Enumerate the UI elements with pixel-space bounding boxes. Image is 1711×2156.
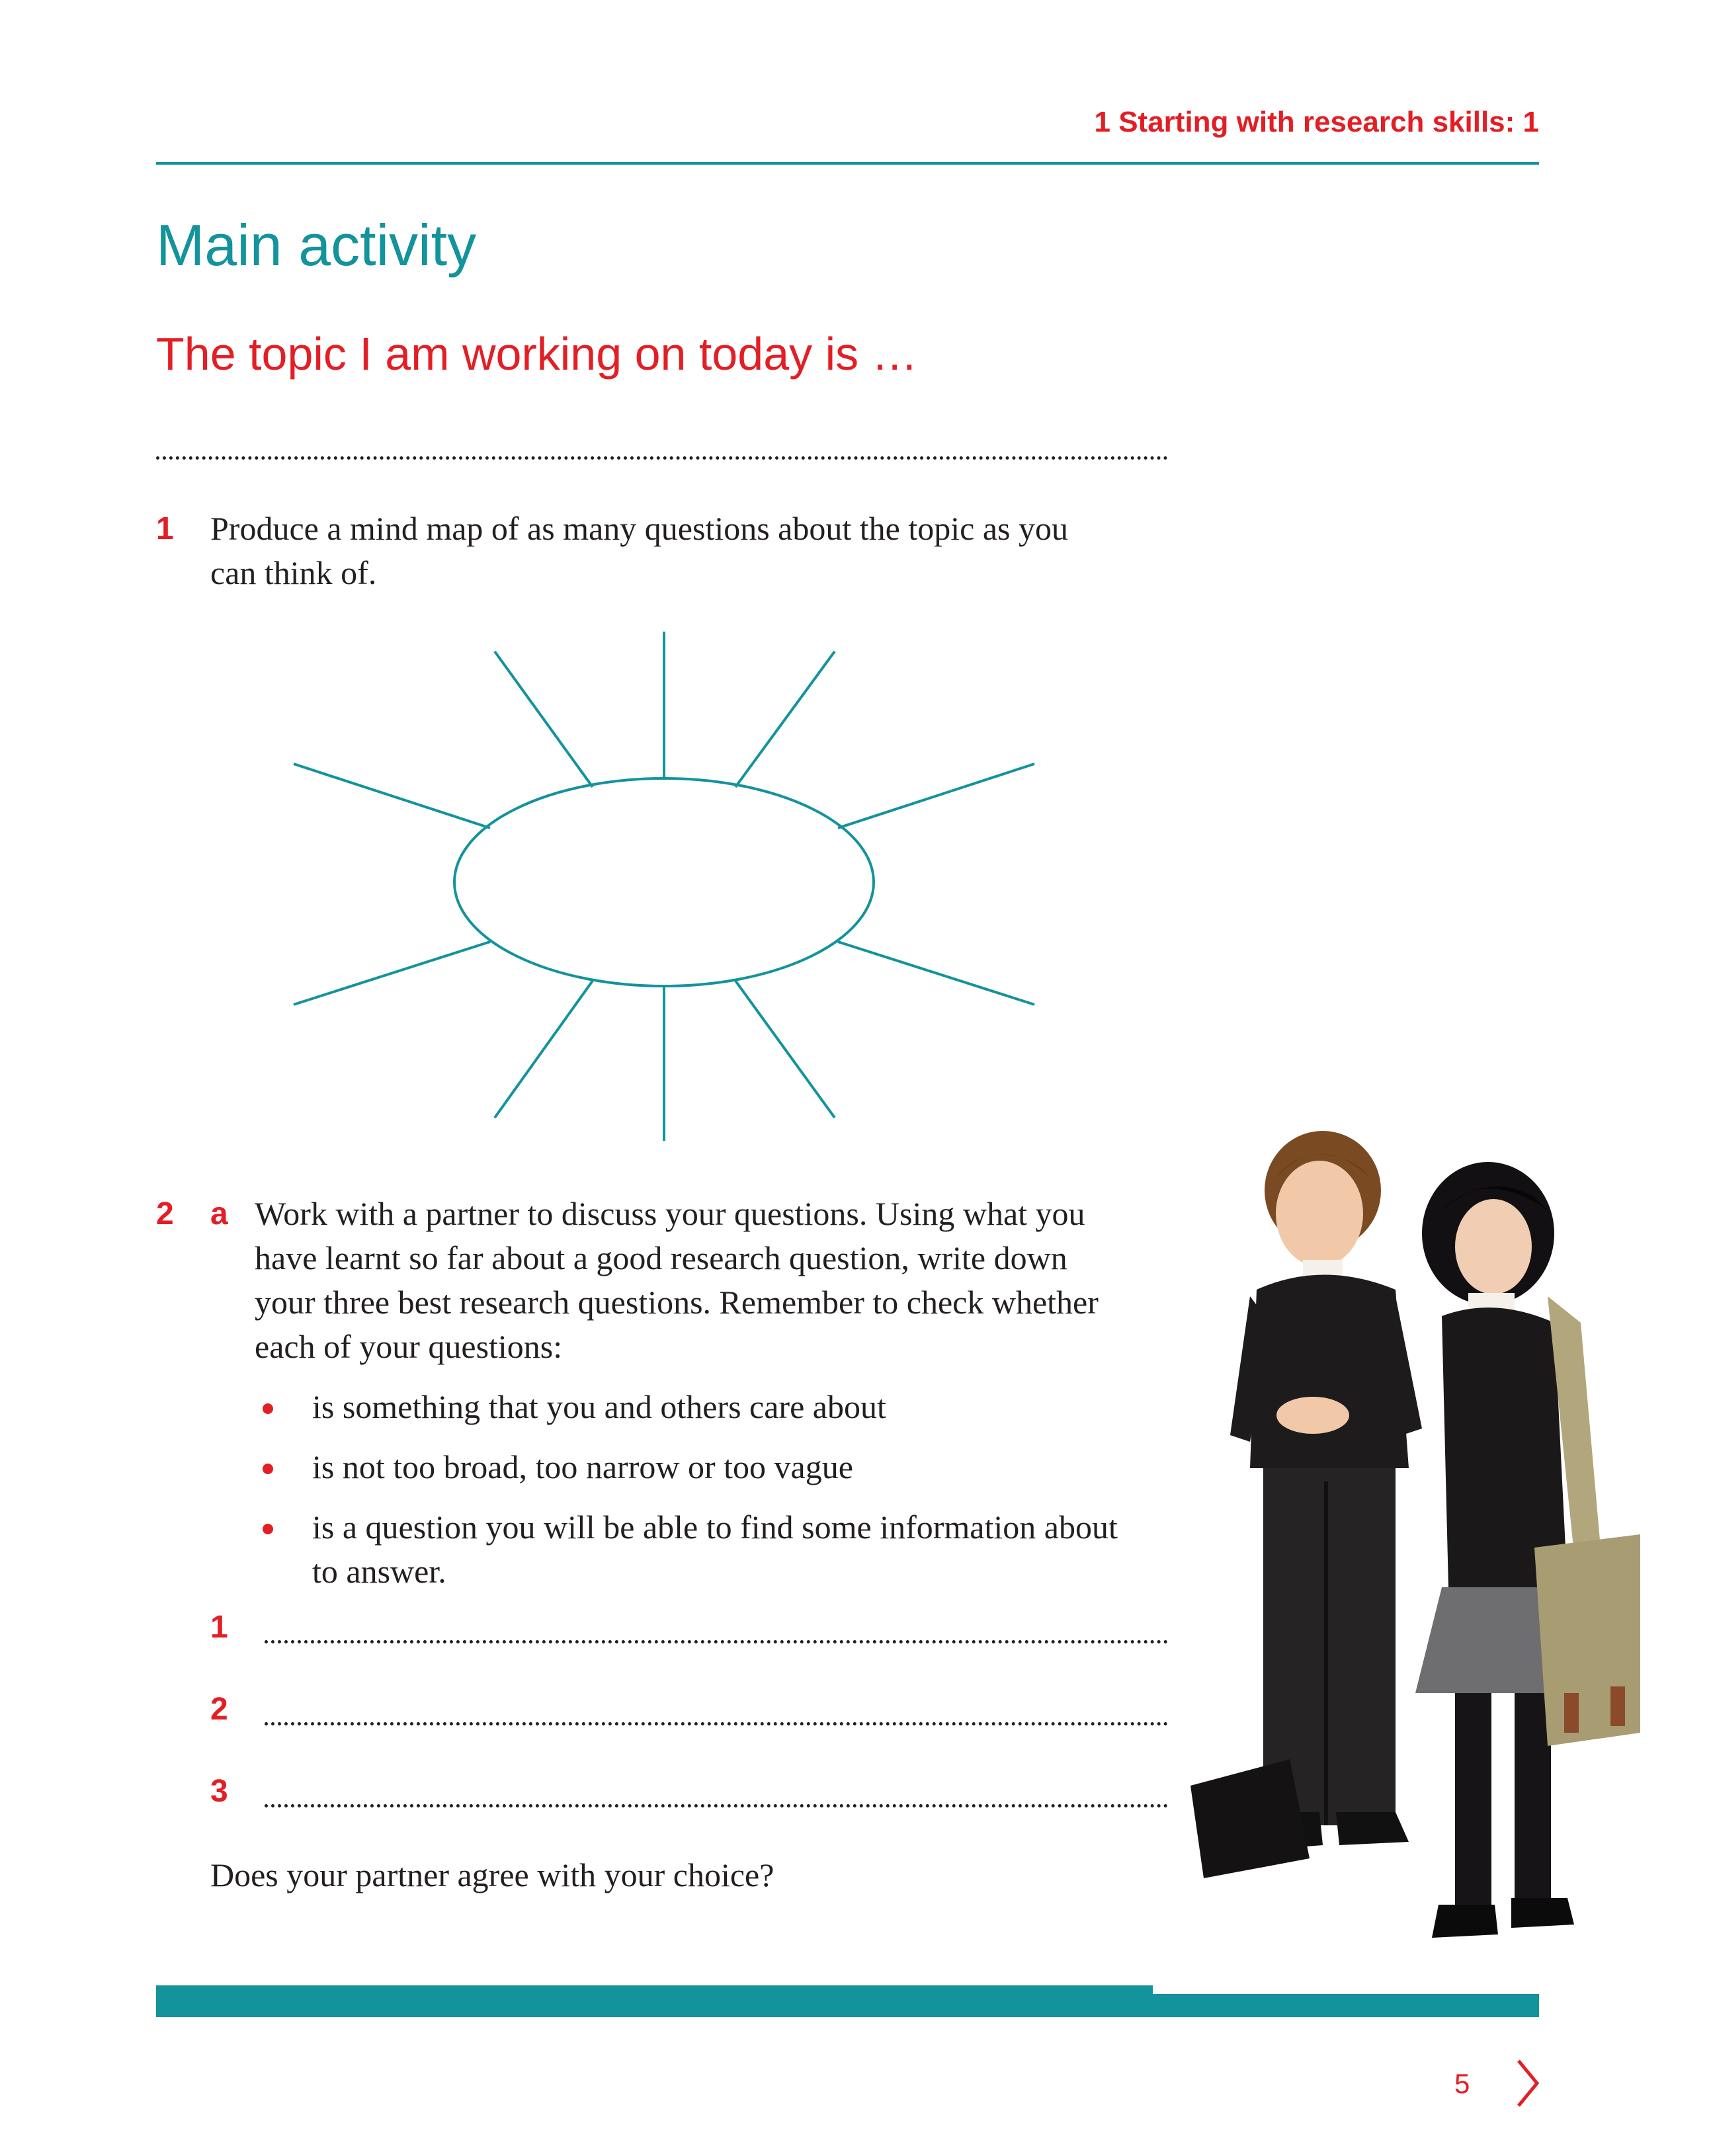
mind-map-spoke [294, 942, 490, 1005]
question-2-line-4: each of your questions: [255, 1328, 563, 1365]
answer-number-3: 3 [210, 1774, 228, 1809]
mind-map-spoke [495, 981, 593, 1118]
answer-line-3 [265, 1804, 1168, 1807]
bullet-text-3-line-2: to answer. [312, 1553, 446, 1590]
main-heading: Main activity [156, 212, 477, 278]
question-2-number: 2 [156, 1196, 174, 1231]
bullet-icon [263, 1524, 273, 1534]
question-2-line-2: have learnt so far about a good research question, write down [255, 1239, 1067, 1276]
two-students-photo [1177, 1124, 1653, 1958]
mind-map-spoke [838, 942, 1034, 1005]
question-1-line-2: can think of. [210, 554, 377, 591]
question-2-line-1: Work with a partner to discuss your questions. Using what you [255, 1195, 1085, 1232]
chevron-right-icon[interactable] [1515, 2057, 1541, 2110]
question-2-part-a: a [210, 1196, 228, 1231]
bullet-icon [263, 1403, 273, 1414]
mind-map-spoke [735, 981, 835, 1118]
footer-bar-extension [1153, 1994, 1539, 2017]
mind-map-spoke [294, 764, 490, 828]
mind-map-spoke [495, 651, 593, 787]
student-girl-figure [1415, 1162, 1640, 1938]
topic-heading: The topic I am working on today is … [156, 328, 918, 380]
bullet-text-2: is not too broad, too narrow or too vague [312, 1448, 853, 1485]
answer-number-2: 2 [210, 1692, 228, 1727]
mind-map-spoke [838, 764, 1034, 828]
question-2-line-3: your three best research questions. Remember to check whether [255, 1284, 1099, 1321]
closing-question: Does your partner agree with your choice? [210, 1856, 774, 1893]
answer-line-1 [265, 1640, 1168, 1643]
question-1-number: 1 [156, 511, 174, 546]
answer-line-2 [265, 1722, 1168, 1725]
mind-map-centre-oval [454, 778, 874, 986]
running-head: 1 Starting with research skills: 1 [1094, 106, 1539, 138]
bullet-text-3-line-1: is a question you will be able to find some information about [312, 1509, 1118, 1546]
footer-bar [156, 1985, 1153, 2017]
page-number: 5 [1454, 2068, 1470, 2099]
answer-number-1: 1 [210, 1610, 228, 1645]
question-1-line-1: Produce a mind map of as many questions about the topic as you [210, 510, 1068, 547]
student-boy-figure [1190, 1131, 1422, 1878]
mind-map-spoke [735, 651, 835, 787]
bullet-text-1: is something that you and others care about [312, 1388, 886, 1425]
bullet-icon [263, 1464, 273, 1474]
